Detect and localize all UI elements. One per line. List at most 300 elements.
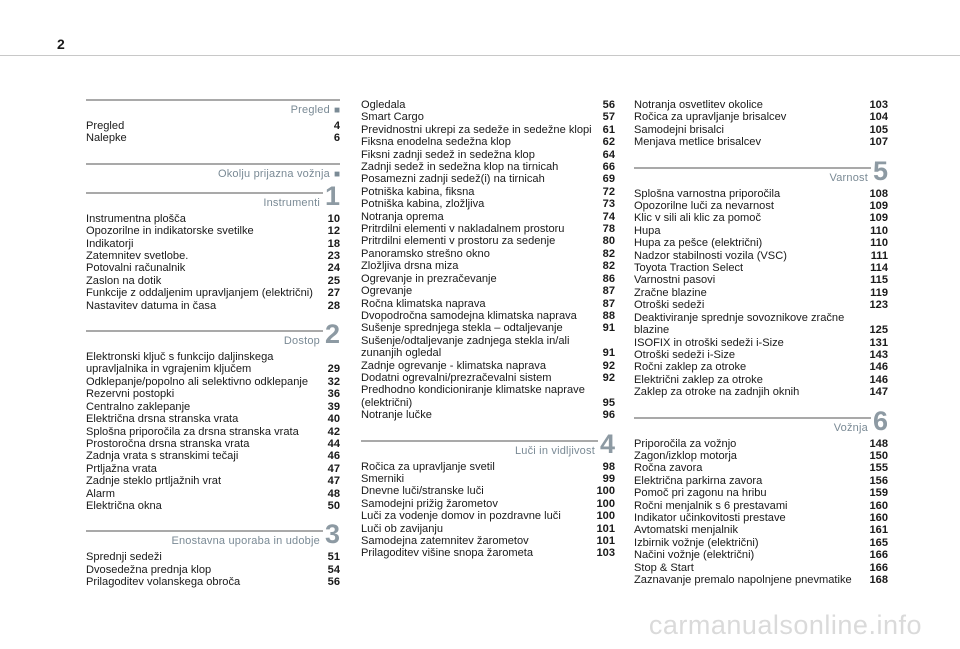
- toc-section: [361, 99, 615, 432]
- toc-entry[interactable]: [361, 322, 615, 334]
- entry-title: Prtljažna vrata: [86, 462, 157, 475]
- toc-entry[interactable]: [634, 524, 888, 536]
- toc-section: [86, 319, 340, 522]
- entry-title: Dnevne luči/stranske luči: [361, 485, 484, 498]
- section-title[interactable]: Luči in vidljivost: [514, 444, 595, 457]
- entry-page: 39: [327, 400, 340, 413]
- section-number: 4: [599, 428, 615, 459]
- toc-entry[interactable]: [634, 537, 888, 549]
- entry-page: 10: [327, 212, 340, 225]
- toc-entry[interactable]: [361, 409, 615, 421]
- toc-entry[interactable]: [361, 384, 615, 409]
- toc-entry[interactable]: [634, 250, 888, 262]
- entry-page: 168: [869, 574, 888, 586]
- entry-page: 100: [596, 497, 615, 510]
- toc-entry[interactable]: [634, 262, 888, 274]
- entry-page: 50: [327, 499, 340, 512]
- section-number: 1: [324, 180, 340, 211]
- entry-page: 28: [327, 299, 340, 312]
- entry-page: 103: [869, 99, 888, 111]
- toc-entry[interactable]: [634, 237, 888, 249]
- entry-page: 92: [602, 359, 615, 372]
- toc-entry[interactable]: [361, 485, 615, 497]
- entry-title: Ročica za upravljanje brisalcev: [634, 111, 787, 124]
- toc-entry[interactable]: [361, 173, 615, 185]
- entry-page: 69: [602, 173, 615, 186]
- toc-entry[interactable]: [361, 372, 615, 384]
- toc-column-3: [634, 99, 888, 596]
- toc-entry[interactable]: [634, 136, 888, 148]
- entry-title: Ročna klimatska naprava: [361, 297, 486, 310]
- entry-title: Toyota Traction Select: [634, 262, 744, 275]
- toc-entry[interactable]: [361, 124, 615, 136]
- entry-page: 101: [596, 535, 615, 547]
- entry-title: Odklepanje/popolno ali selektivno odklepanje: [86, 375, 309, 388]
- toc-entry[interactable]: [86, 250, 340, 262]
- entry-page: 91: [602, 347, 615, 360]
- entry-page: 101: [596, 522, 615, 535]
- toc-entry[interactable]: [86, 551, 340, 563]
- entry-page: 146: [869, 361, 888, 374]
- entry-title: Avtomatski menjalnik: [634, 524, 738, 537]
- toc-entry[interactable]: [86, 376, 340, 388]
- entry-page: 147: [869, 386, 888, 399]
- entry-title: Zložljiva drsna miza: [361, 260, 459, 273]
- entry-page: 156: [869, 474, 888, 487]
- entry-title: Zatemnitev svetlobe.: [86, 250, 189, 263]
- entry-title: Menjava metlice brisalcev: [634, 136, 762, 149]
- section-spacer: [86, 145, 340, 155]
- entry-title: Potniška kabina, fiksna: [361, 185, 475, 198]
- entry-page: 108: [869, 187, 888, 200]
- entry-title: Ročni menjalnik s 6 prestavami: [634, 499, 788, 512]
- toc-entry[interactable]: [634, 374, 888, 386]
- entry-page: 44: [327, 437, 340, 450]
- entry-title: Ogrevanje: [361, 285, 413, 298]
- entry-page: 47: [327, 462, 340, 475]
- toc-column-2: [361, 99, 615, 570]
- entry-title: Ogrevanje in prezračevanje: [361, 272, 497, 285]
- entry-title: Načini vožnje (električni): [634, 549, 755, 562]
- entry-page: 86: [602, 272, 615, 285]
- entry-page: 103: [596, 547, 615, 560]
- toc-section: [361, 428, 615, 570]
- entry-page: 61: [602, 123, 615, 136]
- entry-title: Priporočila za vožnjo: [634, 437, 737, 450]
- section-header: [86, 163, 340, 184]
- entry-title: Funkcije z oddaljenim upravljanjem (električni): [86, 287, 313, 300]
- entry-title: Hupa za pešce (električni): [634, 237, 763, 250]
- entry-page: 104: [869, 111, 888, 124]
- entry-title: Pritrdilni elementi v nakladalnem prostoru: [361, 223, 565, 236]
- section-title[interactable]: Okolju prijazna vožnja: [217, 167, 330, 180]
- entry-page: 23: [327, 250, 340, 263]
- toc-entry[interactable]: [86, 238, 340, 250]
- entry-title: Električna okna: [86, 499, 162, 512]
- entry-page: 131: [869, 336, 888, 349]
- entry-page: 148: [869, 437, 888, 450]
- entry-title: Nadzor stabilnosti vozila (VSC): [634, 249, 787, 262]
- entry-title: Dvosedežna prednja klop: [86, 563, 212, 576]
- section-spacer: [634, 149, 888, 159]
- entry-page: 109: [869, 200, 888, 213]
- toc-entry[interactable]: [634, 361, 888, 373]
- toc-section: [86, 519, 340, 598]
- entry-page: 114: [870, 262, 888, 275]
- toc-entry[interactable]: [86, 450, 340, 462]
- entry-page: 100: [596, 510, 615, 523]
- entry-title: Otroški sedeži i-Size: [634, 348, 736, 361]
- section-title[interactable]: Instrumenti: [263, 196, 320, 209]
- toc-entry[interactable]: [634, 386, 888, 398]
- entry-title: Klic v sili ali klic za pomoč: [634, 212, 761, 225]
- entry-page: 95: [602, 396, 615, 409]
- entry-title: Pregled: [86, 120, 125, 132]
- entry-title: Prilagoditev volanskega obroča: [86, 576, 241, 589]
- section-spacer: [361, 560, 615, 570]
- toc-entry[interactable]: [361, 111, 615, 123]
- entry-title: Električna drsna stranska vrata: [86, 413, 239, 426]
- entry-title: Ročni zaklep za otroke: [634, 361, 747, 374]
- entry-title: Smerniki: [361, 472, 405, 485]
- toc-entry[interactable]: [86, 576, 340, 588]
- toc-section: [634, 155, 888, 409]
- entry-page: 160: [869, 499, 888, 512]
- entry-title: Splošna priporočila za drsna stranska vrata: [86, 425, 299, 438]
- toc-entry[interactable]: [361, 260, 615, 272]
- toc-entry[interactable]: [86, 132, 340, 144]
- entry-page: 78: [602, 223, 615, 236]
- section-spacer: [86, 512, 340, 522]
- entry-title: Ročica za upravljanje svetil: [361, 460, 495, 473]
- entry-page: 56: [602, 99, 615, 111]
- toc-section: [634, 405, 888, 597]
- section-title[interactable]: Pregled: [290, 104, 330, 116]
- entry-page: 66: [602, 161, 615, 174]
- entry-title: Fiksni zadnji sedež in sedežna klop: [361, 148, 535, 161]
- toc-entry[interactable]: [86, 213, 340, 225]
- toc-column-1: [86, 99, 340, 599]
- entry-title: Zagon/izklop motorja: [634, 449, 737, 462]
- toc-entry[interactable]: [86, 500, 340, 512]
- entry-page: 80: [602, 235, 615, 248]
- section-title[interactable]: Dostop: [283, 335, 320, 348]
- entry-page: 57: [602, 111, 615, 124]
- entry-title: Pritrdilni elementi v prostoru za sedenje: [361, 235, 556, 248]
- section-header: [86, 99, 340, 120]
- entry-title: Sušenje/odtaljevanje zadnjega stekla in/ali zunanjih ogledal: [361, 334, 570, 360]
- entry-title: Električni zaklep za otroke: [634, 373, 763, 386]
- toc-entry[interactable]: [634, 225, 888, 237]
- entry-title: Otroški sedeži: [634, 299, 705, 312]
- square-bullet-icon: ■: [333, 105, 340, 116]
- toc-entry[interactable]: [86, 413, 340, 425]
- entry-page: 47: [327, 475, 340, 488]
- entry-title: Zadnje steklo prtljažnih vrat: [86, 475, 222, 488]
- entry-title: Varnostni pasovi: [634, 274, 716, 287]
- entry-page: 18: [327, 237, 340, 250]
- entry-page: 107: [869, 136, 888, 149]
- toc-entry[interactable]: [634, 349, 888, 361]
- toc-entry[interactable]: [634, 200, 888, 212]
- toc-entry[interactable]: [86, 351, 340, 376]
- section-title[interactable]: Vožnja: [833, 421, 868, 434]
- toc-section: [86, 180, 340, 322]
- toc-entry[interactable]: [361, 461, 615, 473]
- entry-title: Deaktiviranje sprednje sovoznikove zračne blazine: [634, 311, 845, 337]
- toc-entry[interactable]: [86, 463, 340, 475]
- entry-title: Sušenje sprednjega stekla – odtaljevanje: [361, 322, 563, 335]
- entry-title: Prostoročna drsna stranska vrata: [86, 437, 250, 450]
- entry-page: 51: [327, 551, 340, 564]
- entry-page: 123: [869, 299, 888, 312]
- entry-page: 166: [869, 549, 888, 562]
- entry-page: 150: [869, 449, 888, 462]
- entry-title: Pomoč pri zagonu na hribu: [634, 487, 767, 500]
- entry-title: Potniška kabina, zložljiva: [361, 198, 485, 211]
- toc-entry[interactable]: [86, 426, 340, 438]
- entry-title: Dvopodročna samodejna klimatska naprava: [361, 309, 577, 322]
- section-header: [634, 155, 888, 188]
- entry-page: 36: [327, 388, 340, 401]
- toc-entry[interactable]: [634, 562, 888, 574]
- toc-entry[interactable]: [634, 287, 888, 299]
- toc-entry[interactable]: [361, 161, 615, 173]
- section-spacer: [634, 586, 888, 596]
- entry-page: 160: [869, 511, 888, 524]
- square-bullet-icon: ■: [333, 168, 340, 180]
- toc-entry[interactable]: [634, 99, 888, 111]
- entry-page: 88: [602, 309, 615, 322]
- entry-title: Fiksna enodelna sedežna klop: [361, 136, 511, 149]
- entry-page: 56: [327, 576, 340, 589]
- entry-title: Luči za vodenje domov in pozdravne luči: [361, 510, 561, 523]
- toc-entry[interactable]: [86, 388, 340, 400]
- toc-section: [634, 99, 888, 159]
- section-title[interactable]: Varnost: [829, 171, 868, 184]
- entry-title: Samodejni brisalci: [634, 123, 725, 136]
- section-spacer: [634, 399, 888, 409]
- entry-title: Izbirnik vožnje (električni): [634, 536, 759, 549]
- toc-entry[interactable]: [361, 273, 615, 285]
- toc-entry[interactable]: [361, 335, 615, 360]
- entry-title: Zaslon na dotik: [86, 274, 162, 287]
- entry-page: 40: [327, 413, 340, 426]
- section-header: [86, 519, 340, 551]
- entry-page: 27: [327, 287, 340, 300]
- entry-page: 4: [333, 120, 340, 132]
- entry-title: Splošna varnostna priporočila: [634, 187, 781, 200]
- toc-entry[interactable]: [86, 300, 340, 312]
- toc-entry[interactable]: [634, 438, 888, 450]
- toc-entry[interactable]: [634, 475, 888, 487]
- toc-entry[interactable]: [634, 212, 888, 224]
- entry-title: Dodatni ogrevalni/prezračevalni sistem: [361, 371, 552, 384]
- toc-entry[interactable]: [361, 360, 615, 372]
- entry-page: 109: [869, 212, 888, 225]
- toc-entry[interactable]: [634, 487, 888, 499]
- toc-entry[interactable]: [361, 473, 615, 485]
- entry-page: 12: [327, 225, 340, 238]
- toc-entry[interactable]: [634, 450, 888, 462]
- entry-title: Centralno zaklepanje: [86, 400, 191, 413]
- toc-entry[interactable]: [634, 299, 888, 311]
- toc-entry[interactable]: [86, 225, 340, 237]
- entry-page: 161: [869, 524, 888, 537]
- entry-page: 82: [602, 260, 615, 273]
- entry-page: 91: [602, 322, 615, 335]
- section-spacer: [86, 312, 340, 322]
- entry-title: Stop & Start: [634, 561, 694, 574]
- toc-entry[interactable]: [361, 149, 615, 161]
- toc-entry[interactable]: [361, 198, 615, 210]
- section-title[interactable]: Enostavna uporaba in udobje: [171, 535, 320, 548]
- entry-page: 25: [327, 274, 340, 287]
- section-spacer: [86, 589, 340, 599]
- entry-page: 166: [869, 561, 888, 574]
- toc-entry[interactable]: [634, 111, 888, 123]
- entry-page: 105: [869, 123, 888, 136]
- entry-page: 42: [327, 425, 340, 438]
- entry-title: Potovalni računalnik: [86, 262, 186, 275]
- entry-title: Opozorilne in indikatorske svetilke: [86, 225, 254, 238]
- entry-page: 54: [327, 563, 340, 576]
- toc-entry[interactable]: [361, 248, 615, 260]
- toc-entry[interactable]: [361, 310, 615, 322]
- toc-entry[interactable]: [361, 99, 615, 111]
- entry-title: Hupa: [634, 224, 661, 237]
- entry-title: Zračne blazine: [634, 286, 707, 299]
- toc-entry[interactable]: [86, 120, 340, 132]
- entry-page: 72: [602, 185, 615, 198]
- toc-entry[interactable]: [634, 312, 888, 337]
- entry-page: 115: [870, 274, 888, 287]
- toc-entry[interactable]: [361, 523, 615, 535]
- entry-page: 98: [602, 460, 615, 473]
- page-number: 2: [57, 36, 65, 52]
- toc-entry[interactable]: [361, 211, 615, 223]
- entry-title: Instrumentna plošča: [86, 212, 186, 225]
- entry-page: 143: [869, 348, 888, 361]
- section-header: [86, 180, 340, 213]
- entry-title: Smart Cargo: [361, 111, 424, 124]
- entry-page: 125: [869, 324, 888, 337]
- entry-page: 159: [869, 487, 888, 500]
- toc-entry[interactable]: [361, 498, 615, 510]
- toc-entry[interactable]: [634, 512, 888, 524]
- section-number: 3: [324, 519, 340, 550]
- toc-entry[interactable]: [361, 298, 615, 310]
- entry-page: 87: [602, 285, 615, 298]
- toc-entry[interactable]: [634, 549, 888, 561]
- toc-entry[interactable]: [634, 274, 888, 286]
- toc-entry[interactable]: [361, 547, 615, 559]
- header-rule: [0, 55, 960, 56]
- entry-title: Zaznavanje premalo napolnjene pnevmatike: [634, 574, 852, 586]
- toc-entry[interactable]: [634, 124, 888, 136]
- entry-page: 110: [870, 237, 888, 250]
- entry-title: Notranja osvetlitev okolice: [634, 99, 763, 111]
- toc-entry[interactable]: [86, 275, 340, 287]
- section-header: [86, 319, 340, 351]
- entry-title: Ogledala: [361, 99, 406, 111]
- entry-title: Rezervni postopki: [86, 388, 175, 401]
- toc-entry[interactable]: [361, 235, 615, 247]
- entry-page: 6: [333, 132, 340, 145]
- entry-title: Previdnostni ukrepi za sedeže in sedežne klopi: [361, 123, 592, 136]
- toc-entry[interactable]: [634, 337, 888, 349]
- entry-title: Samodejna zatemnitev žarometov: [361, 535, 529, 547]
- entry-title: ISOFIX in otroški sedeži i-Size: [634, 336, 784, 349]
- toc-entry[interactable]: [361, 223, 615, 235]
- entry-page: 155: [869, 462, 888, 475]
- entry-page: 32: [327, 375, 340, 388]
- toc-entry[interactable]: [361, 510, 615, 522]
- entry-title: Panoramsko strešno okno: [361, 247, 490, 260]
- entry-title: Zadnja vrata s stranskimi tečaji: [86, 450, 239, 463]
- section-number: 6: [872, 405, 888, 436]
- entry-page: 111: [870, 249, 888, 262]
- entry-title: Predhodno kondicioniranje klimatske naprave (električni): [361, 384, 585, 409]
- entry-page: 62: [602, 136, 615, 149]
- toc-entry[interactable]: [361, 535, 615, 547]
- entry-title: Luči ob zavijanju: [361, 522, 444, 535]
- toc-entry[interactable]: [86, 438, 340, 450]
- entry-page: 46: [327, 450, 340, 463]
- entry-title: Indikator učinkovitosti prestave: [634, 511, 786, 524]
- entry-title: Notranje lučke: [361, 409, 432, 422]
- toc-entry[interactable]: [86, 564, 340, 576]
- toc-entry[interactable]: [634, 574, 888, 586]
- entry-page: 29: [327, 363, 340, 376]
- entry-page: 119: [870, 286, 888, 299]
- entry-title: Notranja oprema: [361, 210, 444, 223]
- entry-page: 99: [602, 472, 615, 485]
- entry-page: 87: [602, 297, 615, 310]
- entry-title: Samodejni prižig žarometov: [361, 497, 498, 510]
- toc-entry[interactable]: [86, 475, 340, 487]
- section-header: [361, 428, 615, 461]
- entry-page: 82: [602, 247, 615, 260]
- entry-title: Nastavitev datuma in časa: [86, 299, 217, 312]
- toc-entry[interactable]: [86, 488, 340, 500]
- toc-entry[interactable]: [86, 262, 340, 274]
- section-header: [634, 405, 888, 438]
- entry-title: Posamezni zadnji sedež(i) na tirnicah: [361, 173, 545, 186]
- toc-entry[interactable]: [361, 136, 615, 148]
- entry-page: 64: [602, 148, 615, 161]
- toc-section: [86, 99, 340, 155]
- entry-title: Zadnje ogrevanje - klimatska naprava: [361, 359, 546, 372]
- entry-title: Sprednji sedeži: [86, 551, 162, 564]
- entry-page: 73: [602, 198, 615, 211]
- toc-entry[interactable]: [361, 186, 615, 198]
- toc-entry[interactable]: [86, 401, 340, 413]
- entry-page: 110: [870, 224, 888, 237]
- entry-title: Električna parkirna zavora: [634, 474, 763, 487]
- entry-title: Alarm: [86, 487, 115, 500]
- entry-title: Zaklep za otroke na zadnjih oknih: [634, 386, 800, 399]
- entry-title: Opozorilne luči za nevarnost: [634, 200, 774, 213]
- entry-title: Prilagoditev višine snopa žarometa: [361, 547, 534, 560]
- toc-entry[interactable]: [361, 285, 615, 297]
- entry-page: 96: [602, 409, 615, 422]
- toc-entry[interactable]: [634, 500, 888, 512]
- toc-entry[interactable]: [634, 188, 888, 200]
- toc-entry[interactable]: [634, 462, 888, 474]
- toc-entry[interactable]: [86, 287, 340, 299]
- entry-title: Zadnji sedež in sedežna klop na tirnicah: [361, 161, 559, 174]
